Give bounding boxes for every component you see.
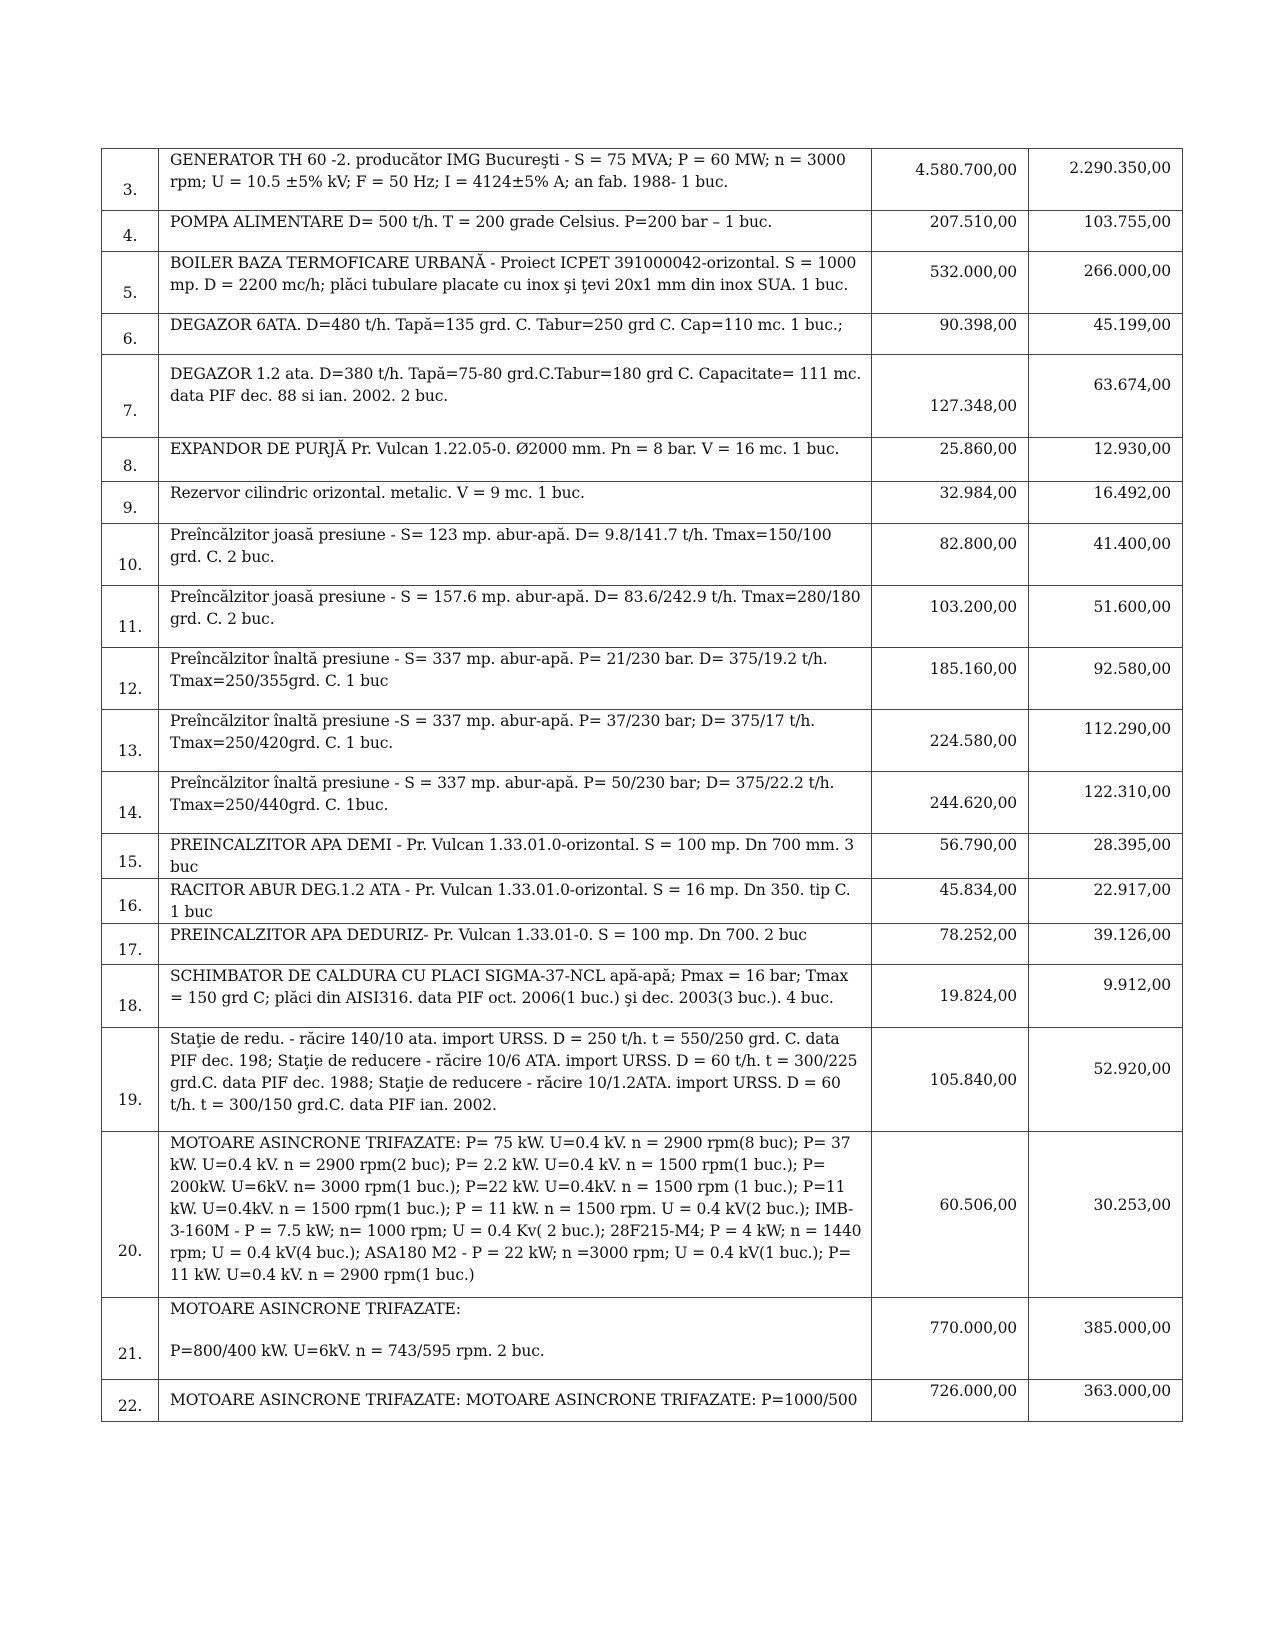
row-number-cell [102, 482, 159, 524]
value-cell [872, 524, 1029, 586]
table-row [102, 772, 1183, 834]
table-row [102, 1132, 1183, 1298]
row-value: 60.506,00 [939, 1196, 1017, 1214]
row-value: 19.824,00 [939, 987, 1017, 1005]
row-number: 19. [117, 1091, 143, 1109]
row-half-value: 16.492,00 [1093, 484, 1171, 502]
description-cell [159, 1132, 872, 1298]
description-cell [159, 648, 872, 710]
table-row [102, 924, 1183, 965]
row-number-cell [102, 879, 159, 924]
row-number-cell [102, 1380, 159, 1422]
row-value: 25.860,00 [939, 440, 1017, 458]
half-value-cell [1029, 924, 1183, 965]
value-cell [872, 879, 1029, 924]
row-number-cell [102, 834, 159, 879]
row-number: 12. [117, 680, 143, 698]
row-number-cell [102, 586, 159, 648]
row-description: MOTOARE ASINCRONE TRIFAZATE: P= 75 kW. U=0.4 kV. n = 2900 rpm(8 buc); P= 37 kW. U=0.4 kV. n = 2900 rpm(2 buc); P= 2.2 kW. U=0.4 kV. n = 1500 rpm(1 buc.); P= 200kW. U=6kV. n= 3000 rpm(1 buc.); P=22 kW. U=0.4kV. n = 1500 rpm (1 buc.); P=11 kW. U=0.4kV. n = 1500 rpm(1 buc.); P = 11 kW. n = 1500 rpm. U = 0.4 kV(2 buc.); IMB-3-160M - P = 7.5 kW; n= 1000 rpm; U = 0.4 Kv( 2 buc.); 28F215-M4; P = 4 kW; n = 1440 rpm; U = 0.4 kV(4 buc.); ASA180 M2 - P = 22 kW; n =3000 rpm; U = 0.4 kV(1 buc.); P= 11 kW. U=0.4 kV. n = 2900 rpm(1 buc.) [170, 1134, 862, 1284]
value-cell [872, 965, 1029, 1028]
value-cell [872, 252, 1029, 314]
table-row [102, 1380, 1183, 1422]
half-value-cell [1029, 524, 1183, 586]
value-cell [872, 710, 1029, 772]
row-value: 532.000,00 [929, 263, 1017, 281]
row-description: Preîncălzitor înaltă presiune -S = 337 mp. abur-apă. P= 37/230 bar; D= 375/17 t/h. Tmax=250/420grd. C. 1 buc. [170, 712, 815, 752]
row-value: 82.800,00 [939, 535, 1017, 553]
half-value-cell [1029, 1298, 1183, 1380]
row-value: 32.984,00 [939, 484, 1017, 502]
description-cell [159, 710, 872, 772]
row-value: 127.348,00 [929, 397, 1017, 415]
row-half-value: 30.253,00 [1093, 1196, 1171, 1214]
row-number: 8. [122, 456, 138, 475]
half-value-cell [1029, 149, 1183, 211]
description-cell [159, 524, 872, 586]
row-description: EXPANDOR DE PURJĂ Pr. Vulcan 1.22.05-0. Ø2000 mm. Pn = 8 bar. V = 16 mc. 1 buc. [170, 440, 840, 458]
half-value-cell [1029, 1380, 1183, 1422]
row-number: 10. [117, 556, 143, 574]
row-half-value: 28.395,00 [1093, 836, 1171, 854]
row-description: MOTOARE ASINCRONE TRIFAZATE: MOTOARE ASINCRONE TRIFAZATE: P=1000/500 [170, 1391, 858, 1409]
row-value: 224.580,00 [929, 732, 1017, 750]
half-value-cell [1029, 710, 1183, 772]
row-number: 3. [122, 181, 138, 199]
row-number-cell [102, 355, 159, 438]
row-number-cell [102, 252, 159, 314]
row-number: 7. [122, 402, 138, 420]
row-value: 207.510,00 [929, 213, 1017, 231]
half-value-cell [1029, 438, 1183, 482]
half-value-cell [1029, 314, 1183, 355]
row-value: 78.252,00 [939, 926, 1017, 944]
half-value-cell [1029, 772, 1183, 834]
row-half-value: 22.917,00 [1093, 881, 1171, 899]
table-row [102, 648, 1183, 710]
half-value-cell [1029, 482, 1183, 524]
row-value: 770.000,00 [929, 1319, 1017, 1337]
row-half-value: 112.290,00 [1083, 720, 1171, 738]
value-cell [872, 1132, 1029, 1298]
description-cell [159, 1028, 872, 1132]
row-description: MOTOARE ASINCRONE TRIFAZATE: [170, 1300, 461, 1318]
row-number-cell [102, 438, 159, 482]
row-description: DEGAZOR 1.2 ata. D=380 t/h. Tapă=75-80 grd.C.Tabur=180 grd C. Capacitate= 111 mc. data PIF dec. 88 si ian. 2002. 2 buc. [170, 365, 862, 405]
table-row [102, 965, 1183, 1028]
table-row [102, 355, 1183, 438]
table-row [102, 1028, 1183, 1132]
row-description: BOILER BAZA TERMOFICARE URBANĂ - Proiect ICPET 391000042-orizontal. S = 1000 mp. D = 2200 mc/h; plăci tubulare placate cu inox şi ţevi 20x1 mm din inox SUA. 1 buc. [170, 254, 857, 294]
value-cell [872, 924, 1029, 965]
description-cell [159, 1380, 872, 1422]
row-description: Preîncălzitor înaltă presiune - S= 337 mp. abur-apă. P= 21/230 bar. D= 375/19.2 t/h. Tmax=250/355grd. C. 1 buc [170, 650, 828, 690]
table-row [102, 252, 1183, 314]
row-description: RACITOR ABUR DEG.1.2 ATA - Pr. Vulcan 1.33.01.0-orizontal. S = 16 mp. Dn 350. tip C. 1 buc [170, 881, 851, 921]
row-number-cell [102, 314, 159, 355]
row-value: 185.160,00 [929, 660, 1017, 678]
value-cell [872, 834, 1029, 879]
row-description: Rezervor cilindric orizontal. metalic. V = 9 mc. 1 buc. [170, 484, 585, 502]
row-description: SCHIMBATOR DE CALDURA CU PLACI SIGMA-37-NCL apă-apă; Pmax = 16 bar; Tmax = 150 grd C; plăci din AISI316. data PIF oct. 2006(1 buc.) şi dec. 2003(3 buc.). 4 buc. [170, 967, 849, 1007]
row-half-value: 51.600,00 [1093, 598, 1171, 616]
half-value-cell [1029, 211, 1183, 252]
row-number: 6. [122, 330, 138, 348]
table-row [102, 1298, 1183, 1380]
row-description: DEGAZOR 6ATA. D=480 t/h. Tapă=135 grd. C. Tabur=250 grd C. Cap=110 mc. 1 buc.; [170, 316, 843, 334]
row-value: 726.000,00 [929, 1382, 1017, 1400]
table-row [102, 834, 1183, 879]
value-cell [872, 149, 1029, 211]
row-number-cell [102, 965, 159, 1028]
description-cell [159, 314, 872, 355]
table-row [102, 438, 1183, 482]
description-cell [159, 772, 872, 834]
row-number: 21. [117, 1344, 143, 1363]
value-cell [872, 355, 1029, 438]
row-number-cell [102, 524, 159, 586]
row-description: Preîncălzitor joasă presiune - S= 123 mp. abur-apă. D= 9.8/141.7 t/h. Tmax=150/100 grd. C. 2 buc. [170, 526, 832, 566]
value-cell [872, 314, 1029, 355]
row-value: 105.840,00 [929, 1071, 1017, 1089]
row-number: 5. [122, 283, 138, 302]
half-value-cell [1029, 648, 1183, 710]
value-cell [872, 482, 1029, 524]
description-cell [159, 438, 872, 482]
row-value: 56.790,00 [939, 836, 1017, 854]
row-value: 90.398,00 [939, 316, 1017, 334]
table-row [102, 586, 1183, 648]
row-half-value: 122.310,00 [1083, 783, 1171, 801]
row-description: PREINCALZITOR APA DEDURIZ- Pr. Vulcan 1.33.01-0. S = 100 mp. Dn 700. 2 buc [170, 926, 807, 944]
row-number-cell [102, 772, 159, 834]
row-number: 9. [122, 498, 138, 517]
row-half-value: 41.400,00 [1093, 535, 1171, 553]
table-row [102, 879, 1183, 924]
row-number-cell [102, 1298, 159, 1380]
description-cell [159, 924, 872, 965]
row-value: 4.580.700,00 [915, 161, 1017, 179]
row-description: PREINCALZITOR APA DEMI - Pr. Vulcan 1.33.01.0-orizontal. S = 100 mp. Dn 700 mm. 3 buc [170, 836, 854, 876]
table-row [102, 149, 1183, 211]
row-description: Preîncălzitor joasă presiune - S = 157.6 mp. abur-apă. D= 83.6/242.9 t/h. Tmax=280/180 grd. C. 2 buc. [170, 588, 861, 628]
value-cell [872, 586, 1029, 648]
table-row [102, 524, 1183, 586]
table-row [102, 314, 1183, 355]
half-value-cell [1029, 355, 1183, 438]
table-row [102, 211, 1183, 252]
half-value-cell [1029, 879, 1183, 924]
row-description: Staţie de redu. - răcire 140/10 ata. import URSS. D = 250 t/h. t = 550/250 grd. C. data PIF dec. 198; Staţie de reducere - răcire 10/6 ATA. import URSS. D = 60 t/h. t = 300/225 grd.C. data PIF dec. 1988; Staţie de reducere - răcire 10/1.2ATA. import URSS. D = 60 t/h. t = 300/150 grd.C. data PIF ian. 2002. [170, 1030, 858, 1114]
row-value: 244.620,00 [929, 794, 1017, 812]
table-body [102, 149, 1183, 1422]
description-cell [159, 211, 872, 252]
row-half-value: 52.920,00 [1093, 1060, 1171, 1078]
row-number: 16. [117, 897, 143, 915]
row-half-value: 39.126,00 [1093, 926, 1171, 944]
description-cell [159, 355, 872, 438]
half-value-cell [1029, 1028, 1183, 1132]
description-cell [159, 834, 872, 879]
value-cell [872, 1028, 1029, 1132]
row-value: 103.200,00 [929, 598, 1017, 616]
row-number: 14. [117, 804, 143, 822]
description-cell [159, 482, 872, 524]
description-cell [159, 1298, 872, 1380]
row-description: GENERATOR TH 60 -2. producător IMG Bucureşti - S = 75 MVA; P = 60 MW; n = 3000 rpm; U = 10.5 ±5% kV; F = 50 Hz; I = 4124±5% A; an fab. 1988- 1 buc. [170, 151, 846, 191]
row-number: 4. [122, 227, 138, 245]
table-row [102, 482, 1183, 524]
row-number-cell [102, 1132, 159, 1298]
row-number-cell [102, 211, 159, 252]
value-cell [872, 211, 1029, 252]
half-value-cell [1029, 965, 1183, 1028]
row-half-value: 363.000,00 [1083, 1382, 1171, 1400]
row-half-value: 45.199,00 [1093, 316, 1171, 334]
row-description-extra: P=800/400 kW. U=6kV. n = 743/595 rpm. 2 buc. [170, 1342, 545, 1360]
row-half-value: 12.930,00 [1093, 440, 1171, 458]
row-number: 22. [117, 1396, 143, 1415]
value-cell [872, 648, 1029, 710]
value-cell [872, 1298, 1029, 1380]
row-half-value: 2.290.350,00 [1069, 159, 1171, 177]
row-number: 17. [117, 940, 143, 959]
half-value-cell [1029, 834, 1183, 879]
half-value-cell [1029, 1132, 1183, 1298]
equipment-table [101, 148, 1183, 1422]
row-half-value: 266.000,00 [1083, 262, 1171, 280]
value-cell [872, 772, 1029, 834]
row-number: 15. [117, 852, 143, 871]
row-half-value: 63.674,00 [1093, 376, 1171, 394]
half-value-cell [1029, 252, 1183, 314]
description-cell [159, 879, 872, 924]
row-number: 18. [117, 997, 143, 1015]
value-cell [872, 1380, 1029, 1422]
row-number-cell [102, 648, 159, 710]
row-half-value: 9.912,00 [1103, 976, 1171, 994]
row-number-cell [102, 924, 159, 965]
row-description: POMPA ALIMENTARE D= 500 t/h. T = 200 grade Celsius. P=200 bar – 1 buc. [170, 213, 773, 231]
description-cell [159, 965, 872, 1028]
row-number-cell [102, 710, 159, 772]
description-cell [159, 252, 872, 314]
row-number-cell [102, 149, 159, 211]
half-value-cell [1029, 586, 1183, 648]
description-cell [159, 149, 872, 211]
table-row [102, 710, 1183, 772]
row-number: 20. [117, 1242, 143, 1260]
row-value: 45.834,00 [939, 881, 1017, 899]
row-number-cell [102, 1028, 159, 1132]
row-number: 11. [117, 618, 143, 636]
row-half-value: 92.580,00 [1093, 660, 1171, 678]
description-cell [159, 586, 872, 648]
row-half-value: 385.000,00 [1083, 1319, 1171, 1337]
row-number: 13. [117, 742, 143, 760]
row-half-value: 103.755,00 [1083, 213, 1171, 231]
row-description: Preîncălzitor înaltă presiune - S = 337 mp. abur-apă. P= 50/230 bar; D= 375/22.2 t/h. Tmax=250/440grd. C. 1buc. [170, 774, 835, 814]
value-cell [872, 438, 1029, 482]
